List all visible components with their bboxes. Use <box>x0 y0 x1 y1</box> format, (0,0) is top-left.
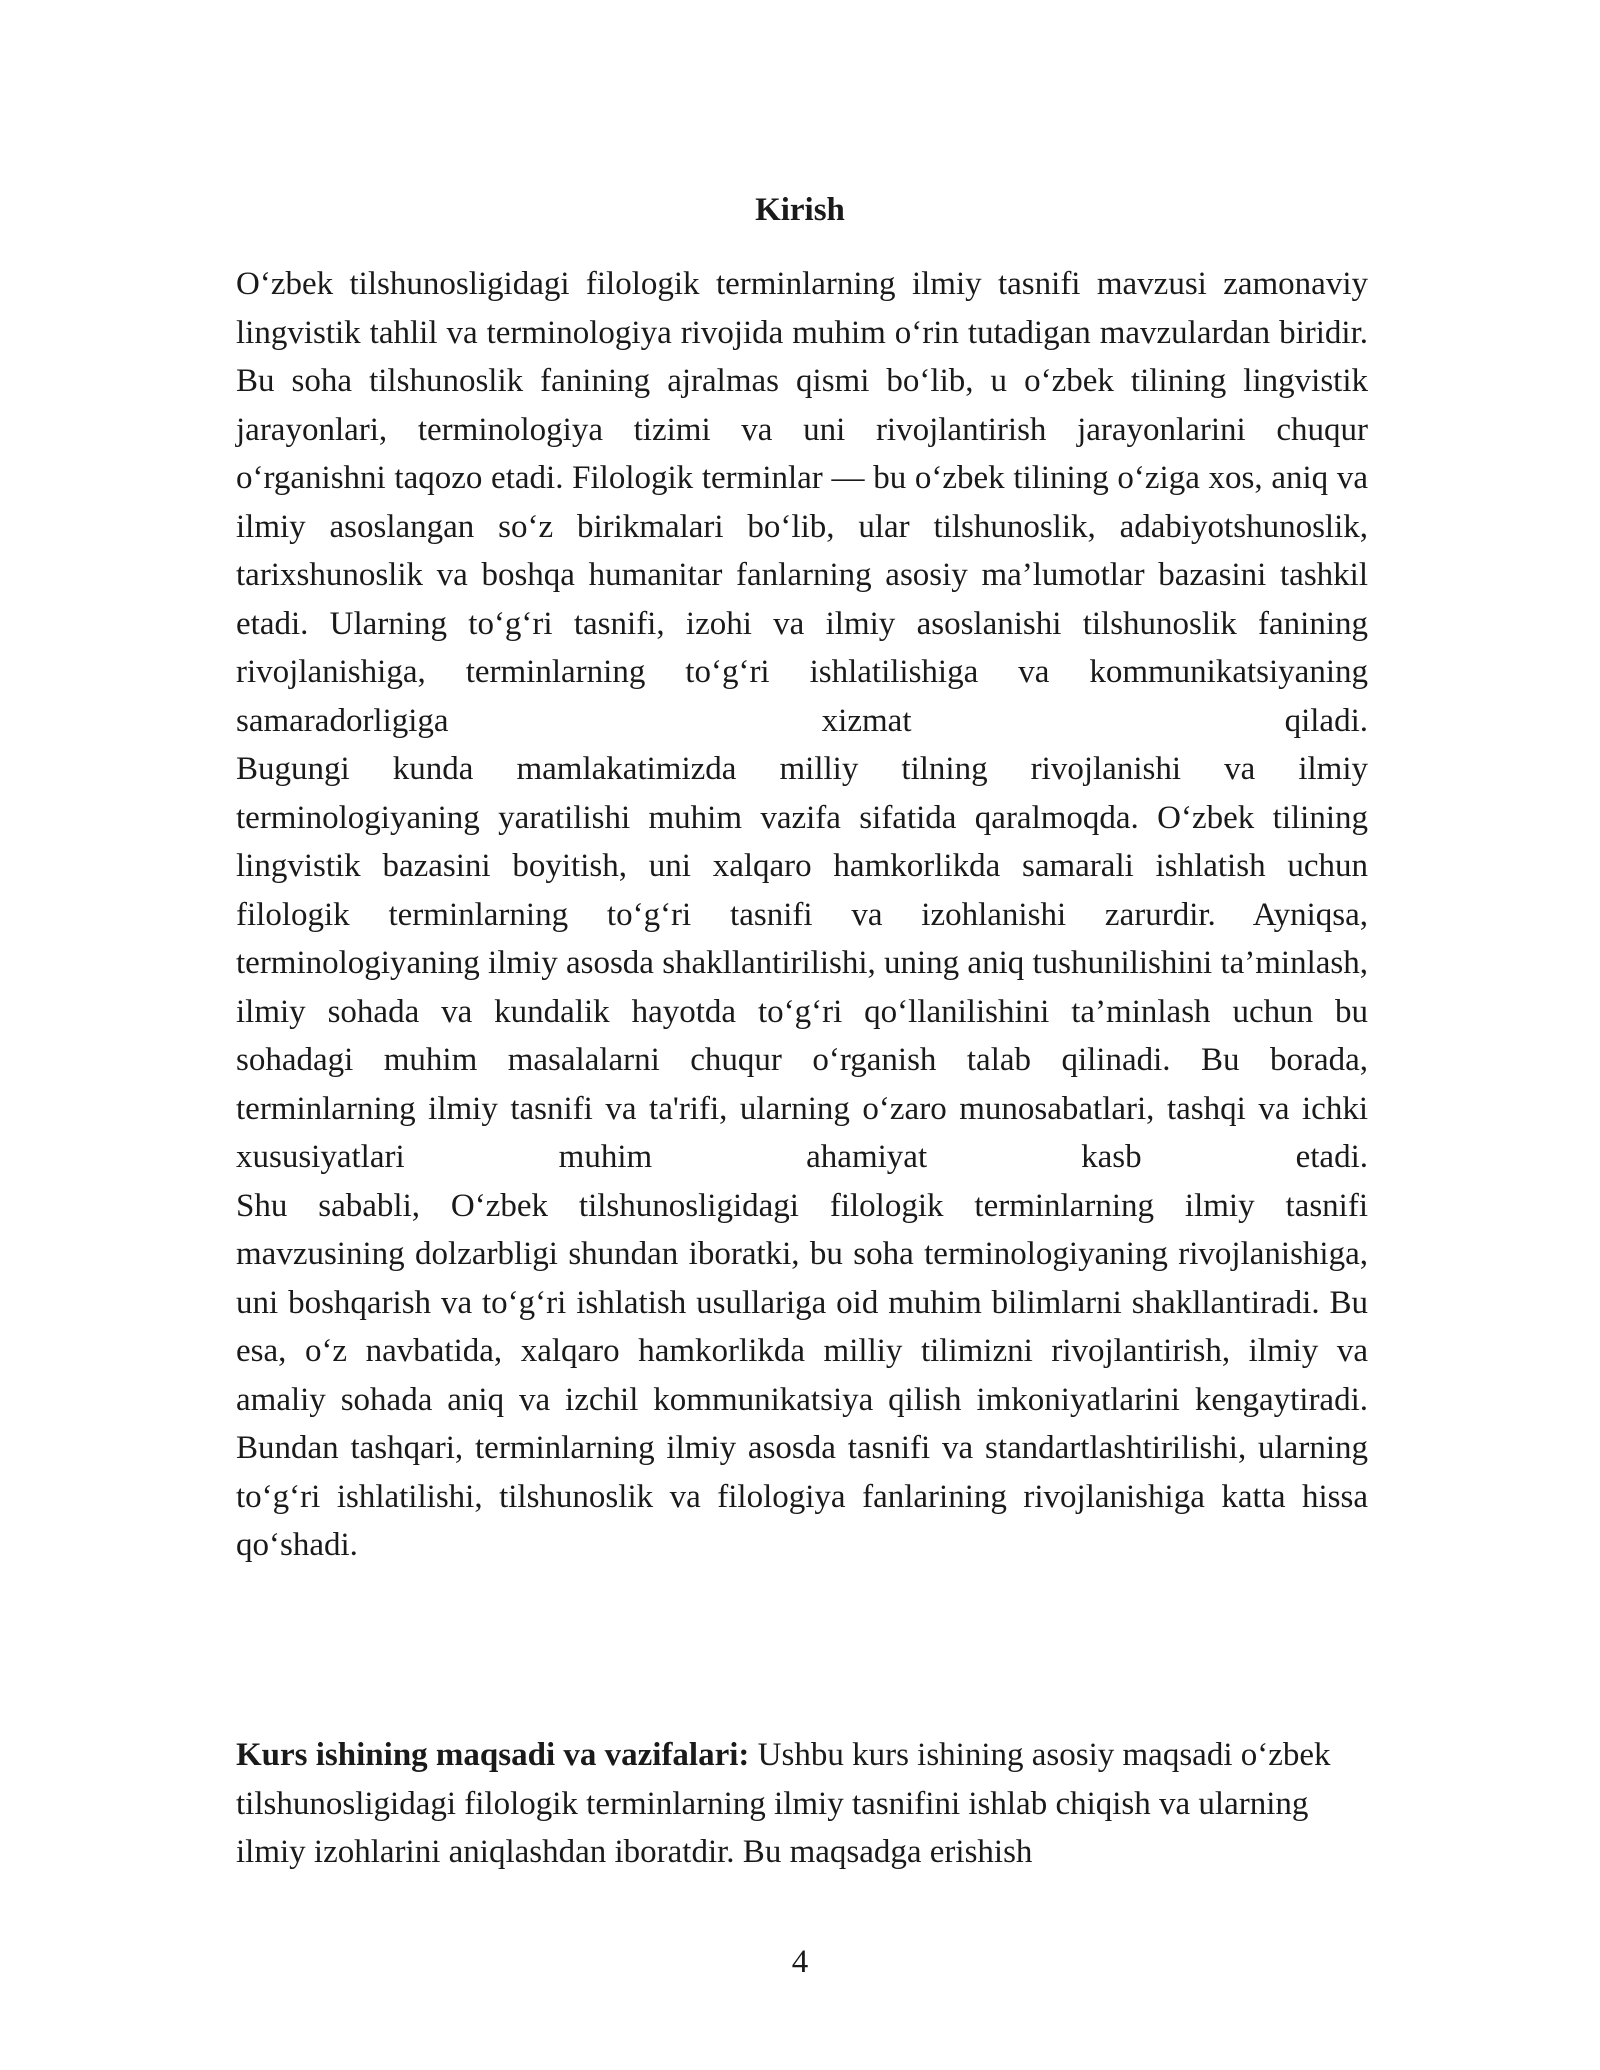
paragraph-conclusion: Shu sababli, O‘zbek tilshunosligidagi filologik terminlarning ilmiy tasnifi mavzusining dolzarbligi shundan iboratki, bu soha terminologiyaning rivojlanishiga, uni boshqarish va to‘g‘ri ishlatish usullariga oid muhim bilimlarni shakllantiradi. Bu esa, o‘z navbatida, xalqaro hamkorlikda milliy tilimizni rivojlantirish, ilmiy va amaliy sohada aniq va izchil kommunikatsiya qilish imkoniyatlarini kengaytiradi. Bundan tashqari, terminlarning ilmiy asosda tasnifi va standartlashtirilishi, ularning to‘g‘ri ishlatilishi, tilshunoslik va filologiya fanlarining rivojlanishiga katta hissa qo‘shadi. <box>236 1187 1368 1563</box>
goals-heading: Kurs ishining maqsadi va vazifalari: <box>236 1737 750 1773</box>
paragraph-relevance: O‘zbek tilshunosligidagi filologik terminlarning ilmiy tasnifi mavzusi zamonaviy lingvistik tahlil va terminologiya rivojida muhim o‘rin tutadigan mavzulardan biridir. Bu soha tilshunoslik fanining ajralmas qismi bo‘lib, u o‘zbek tilining lingvistik jarayonlari, terminologiya tizimi va uni rivojlantirish jarayonlarini chuqur o‘rganishni taqozo etadi. Filologik terminlar — bu o‘zbek tilining o‘ziga xos, aniq va ilmiy asoslangan so‘z birikmalari bo‘lib, ular tilshunoslik, adabiyotshunoslik, tarixshunoslik va boshqa humanitar fanlarning asosiy ma’lumotlar bazasini tashkil etadi. Ularning to‘g‘ri tasnifi, izohi va ilmiy asoslanishi tilshunoslik fanining rivojlanishiga, terminlarning to‘g‘ri ishlatilishiga va kommunikatsiyaning samaradorligiga xizmat qiladi. <box>236 266 1368 739</box>
goals-text: Ushbu kurs ishining asosiy maqsadi o‘zbek tilshunosligidagi filologik terminlarning ilmiy tasnifini ishlab chiqish va ularning ilmiy izohlarini aniqlashdan iboratdir. Bu maqsadga erishish <box>236 1737 1331 1870</box>
introduction-body <box>236 260 1368 1570</box>
page-title: Kirish <box>755 192 845 228</box>
goals-paragraph <box>236 1731 1368 1877</box>
page-number: 4 <box>791 1944 809 1980</box>
paragraph-national-language: Bugungi kunda mamlakatimizda milliy tilning rivojlanishi va ilmiy terminologiyaning yaratilishi muhim vazifa sifatida qaralmoqda. O‘zbek tilining lingvistik bazasini boyitish, uni xalqaro hamkorlikda samarali ishlatish uchun filologik terminlarning to‘g‘ri tasnifi va izohlanishi zarurdir. Ayniqsa, terminologiyaning ilmiy asosda shakllantirilishi, uning aniq tushunilishini ta’minlash, ilmiy sohada va kundalik hayotda to‘g‘ri qo‘llanilishini ta’minlash uchun bu sohadagi muhim masalalarni chuqur o‘rganish talab qilinadi. Bu borada, terminlarning ilmiy tasnifi va ta'rifi, ularning o‘zaro munosabatlari, tashqi va ichki xususiyatlari muhim ahamiyat kasb etadi. <box>236 751 1368 1175</box>
